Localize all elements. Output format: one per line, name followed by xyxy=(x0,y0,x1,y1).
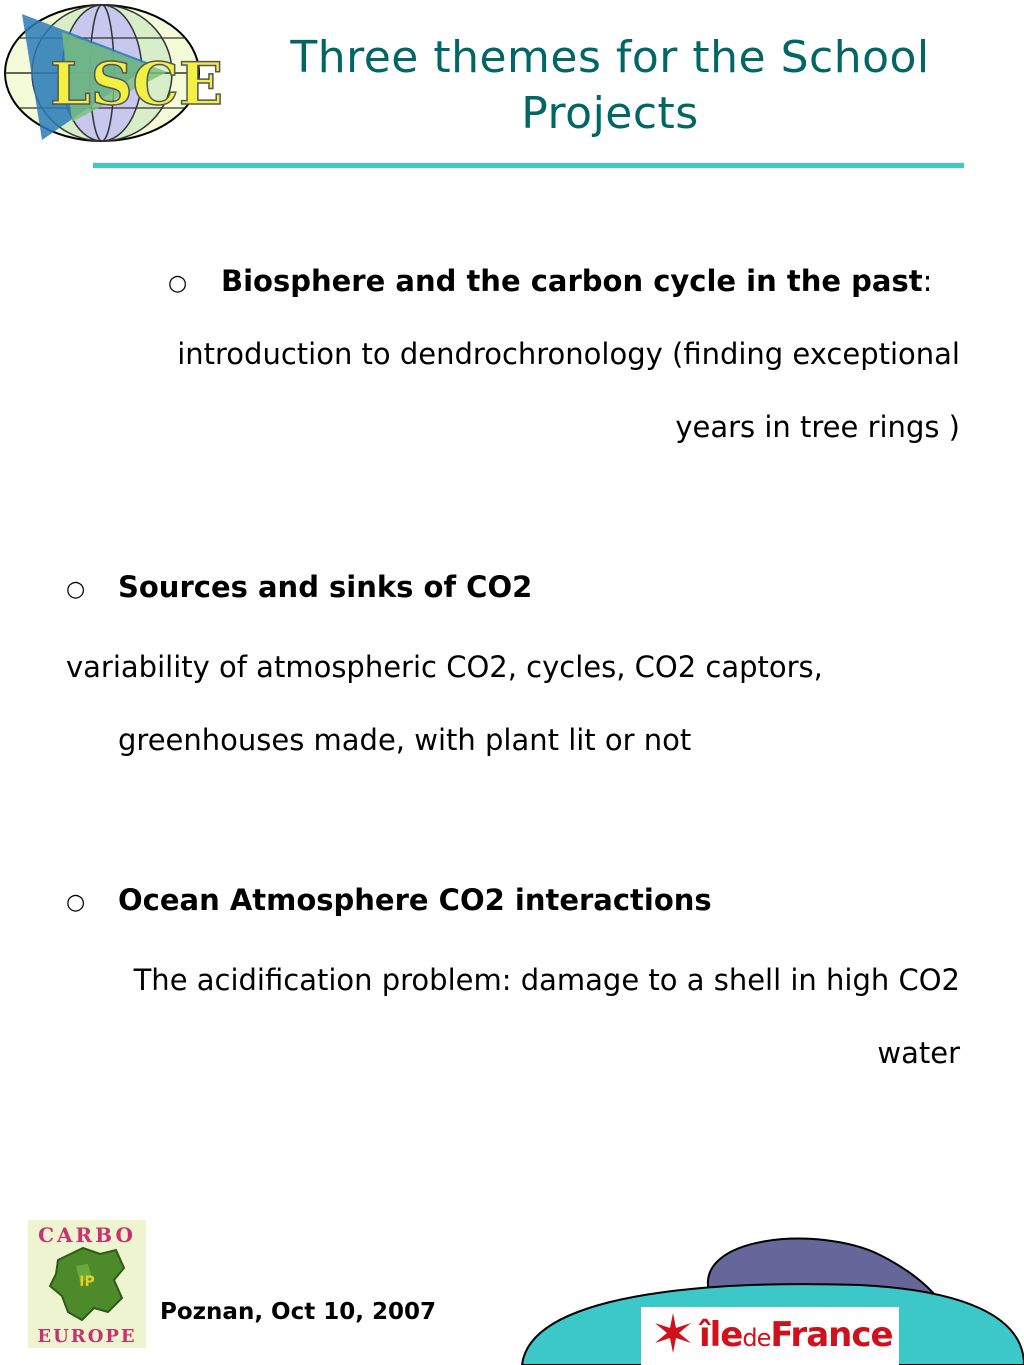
carboeurope-logo xyxy=(28,1220,146,1348)
star-icon xyxy=(653,1313,693,1353)
theme-2-heading: Sources and sinks of CO2 xyxy=(118,570,533,604)
lsce-logo-text: LSCE xyxy=(50,50,224,118)
theme-1-line-1: introduction to dendrochronology (finding exceptional xyxy=(177,337,960,371)
lsce-logo xyxy=(2,2,224,144)
title-line-1: Three themes for the School xyxy=(290,32,930,83)
footer-date: Poznan, Oct 10, 2007 xyxy=(160,1299,437,1325)
iledefrance-logo xyxy=(641,1307,899,1365)
page-title xyxy=(270,30,950,142)
idf-brand-ile: île xyxy=(699,1315,743,1355)
theme-2-line-2: greenhouses made, with plant lit or not xyxy=(118,723,692,757)
theme-1-heading-text: Biosphere and the carbon cycle in the past xyxy=(221,264,923,298)
theme-3-line-1: The acidification problem: damage to a shell in high CO2 xyxy=(133,963,960,997)
bullet-icon: ○ xyxy=(66,577,86,602)
bullet-icon: ○ xyxy=(66,890,86,915)
theme-3-line-2: water xyxy=(877,1036,960,1070)
carbo-logo-ip: IP xyxy=(79,1274,95,1290)
theme-3-heading: Ocean Atmosphere CO2 interactions xyxy=(118,883,712,917)
idf-brand-de: de xyxy=(742,1324,771,1352)
bullet-icon: ○ xyxy=(168,271,188,296)
idf-brand-france: France xyxy=(770,1315,893,1355)
theme-1-heading xyxy=(221,264,932,298)
iledefrance-wordmark xyxy=(699,1315,893,1355)
title-line-2: Projects xyxy=(521,88,699,139)
theme-1-line-2: years in tree rings ) xyxy=(675,410,960,444)
theme-2-line-1: variability of atmospheric CO2, cycles, CO2 captors, xyxy=(66,650,823,684)
carbo-logo-bottom: EUROPE xyxy=(37,1326,137,1347)
carbo-logo-top: CARBO xyxy=(38,1223,136,1247)
theme-1-heading-colon: : xyxy=(922,264,933,298)
title-divider xyxy=(93,163,964,168)
